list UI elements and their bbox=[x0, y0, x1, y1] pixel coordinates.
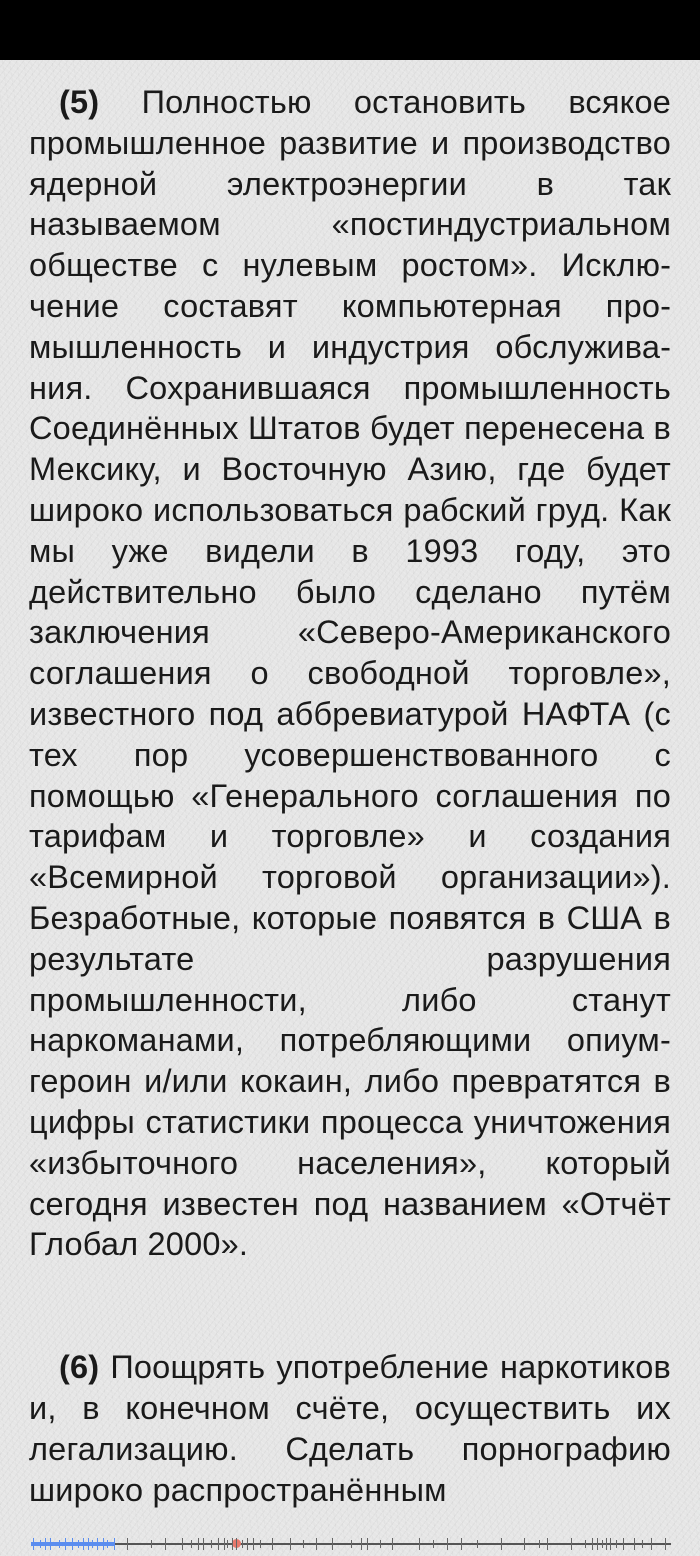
chapter-tick bbox=[290, 1538, 291, 1550]
chapter-tick bbox=[40, 1540, 41, 1548]
chapter-tick bbox=[303, 1540, 304, 1548]
chapter-tick bbox=[651, 1538, 652, 1550]
paragraph-number: (6) bbox=[59, 1349, 100, 1386]
chapter-tick bbox=[191, 1540, 192, 1548]
chapter-tick bbox=[616, 1540, 617, 1548]
chapter-tick bbox=[571, 1538, 572, 1550]
chapter-tick bbox=[165, 1538, 166, 1550]
chapter-tick bbox=[218, 1538, 219, 1550]
reader-page[interactable] bbox=[29, 82, 671, 1510]
chapter-tick bbox=[78, 1540, 79, 1548]
chapter-tick bbox=[477, 1540, 478, 1548]
chapter-tick bbox=[665, 1538, 666, 1550]
chapter-tick bbox=[211, 1540, 212, 1548]
chapter-tick bbox=[151, 1540, 152, 1548]
chapter-tick bbox=[461, 1538, 462, 1550]
chapter-tick bbox=[606, 1538, 607, 1550]
paragraph-number: (5) bbox=[59, 84, 100, 120]
chapter-tick bbox=[182, 1538, 183, 1550]
chapter-tick bbox=[33, 1538, 34, 1550]
chapter-tick bbox=[642, 1540, 643, 1548]
chapter-tick bbox=[597, 1538, 598, 1550]
chapter-tick bbox=[602, 1540, 603, 1548]
paragraph-text: Поощрять употребление наркотиков и, в конечном счёте, осуществить их легализацию. Сделать порнографию широко распространённым bbox=[29, 1349, 671, 1508]
chapter-tick bbox=[524, 1538, 525, 1550]
chapter-tick bbox=[316, 1538, 317, 1550]
chapter-tick bbox=[97, 1538, 98, 1550]
chapter-tick bbox=[242, 1540, 243, 1548]
chapter-tick bbox=[367, 1538, 368, 1550]
chapter-tick bbox=[361, 1538, 362, 1550]
chapter-tick bbox=[92, 1540, 93, 1548]
status-bar bbox=[0, 0, 700, 60]
chapter-tick bbox=[380, 1540, 381, 1548]
chapter-tick bbox=[236, 1538, 237, 1550]
chapter-tick bbox=[198, 1538, 199, 1550]
chapter-tick bbox=[585, 1540, 586, 1548]
chapter-tick bbox=[103, 1538, 104, 1550]
chapter-tick bbox=[433, 1540, 434, 1548]
chapter-tick bbox=[50, 1538, 51, 1550]
chapter-tick bbox=[260, 1540, 261, 1548]
chapter-tick bbox=[501, 1538, 502, 1550]
chapter-tick bbox=[447, 1538, 448, 1550]
chapter-tick bbox=[65, 1538, 66, 1550]
chapter-tick bbox=[392, 1538, 393, 1550]
paragraph-5 bbox=[29, 82, 671, 1265]
chapter-tick bbox=[114, 1538, 115, 1550]
chapter-tick bbox=[547, 1538, 548, 1550]
chapter-tick bbox=[59, 1540, 60, 1548]
chapter-tick bbox=[232, 1538, 233, 1550]
chapter-tick bbox=[247, 1538, 248, 1550]
paragraph-6 bbox=[29, 1347, 671, 1510]
chapter-tick bbox=[272, 1538, 273, 1550]
paragraph-text: Полностью остановить всякое промышленное развитие и производство ядерной электроэнергии в так называемом «постиндустриальном обществе с нулевым ростом». Исключение составят компьютерная промышленность и индустрия обслуживания. Сохранившаяся промышленность Соединённых Штатов будет перенесена в Мексику, и Восточную Азию, где будет широко использоваться рабский груд. Как мы уже видели в 1993 году, это действительно было сделано путём заключения «Северо-Американского соглашения о свободной торговле», известного под аббревиатурой НАФТА (с тех пор усовершенствованного с помощью «Генерального соглашения по тарифам и торговле» и создания «Всемирной торговой организации»). Безработные, которые появятся в США в результате разрушения промышленности, либо станут наркоманами, потребляющими опиум-героин и/или кокаин, либо превратятся в цифры статистики процесса уничтожения «избыточного населения», который сегодня известен под названием «Отчёт Глобал 2000». bbox=[29, 84, 672, 1263]
chapter-tick bbox=[203, 1538, 204, 1550]
chapter-tick bbox=[127, 1538, 128, 1550]
chapter-tick bbox=[45, 1538, 46, 1550]
chapter-tick bbox=[227, 1540, 228, 1548]
chapter-tick bbox=[610, 1538, 611, 1550]
chapter-tick bbox=[83, 1538, 84, 1550]
chapter-tick bbox=[72, 1538, 73, 1550]
chapter-tick bbox=[88, 1538, 89, 1550]
chapter-tick bbox=[634, 1538, 635, 1550]
reading-progress-bar[interactable] bbox=[31, 1536, 671, 1552]
chapter-tick bbox=[107, 1540, 108, 1548]
chapter-tick bbox=[419, 1538, 420, 1550]
chapter-tick bbox=[351, 1540, 352, 1548]
chapter-tick bbox=[224, 1538, 225, 1550]
chapter-tick bbox=[623, 1538, 624, 1550]
chapter-tick bbox=[253, 1538, 254, 1550]
chapter-tick bbox=[539, 1540, 540, 1548]
chapter-tick bbox=[332, 1538, 333, 1550]
chapter-tick bbox=[592, 1538, 593, 1550]
